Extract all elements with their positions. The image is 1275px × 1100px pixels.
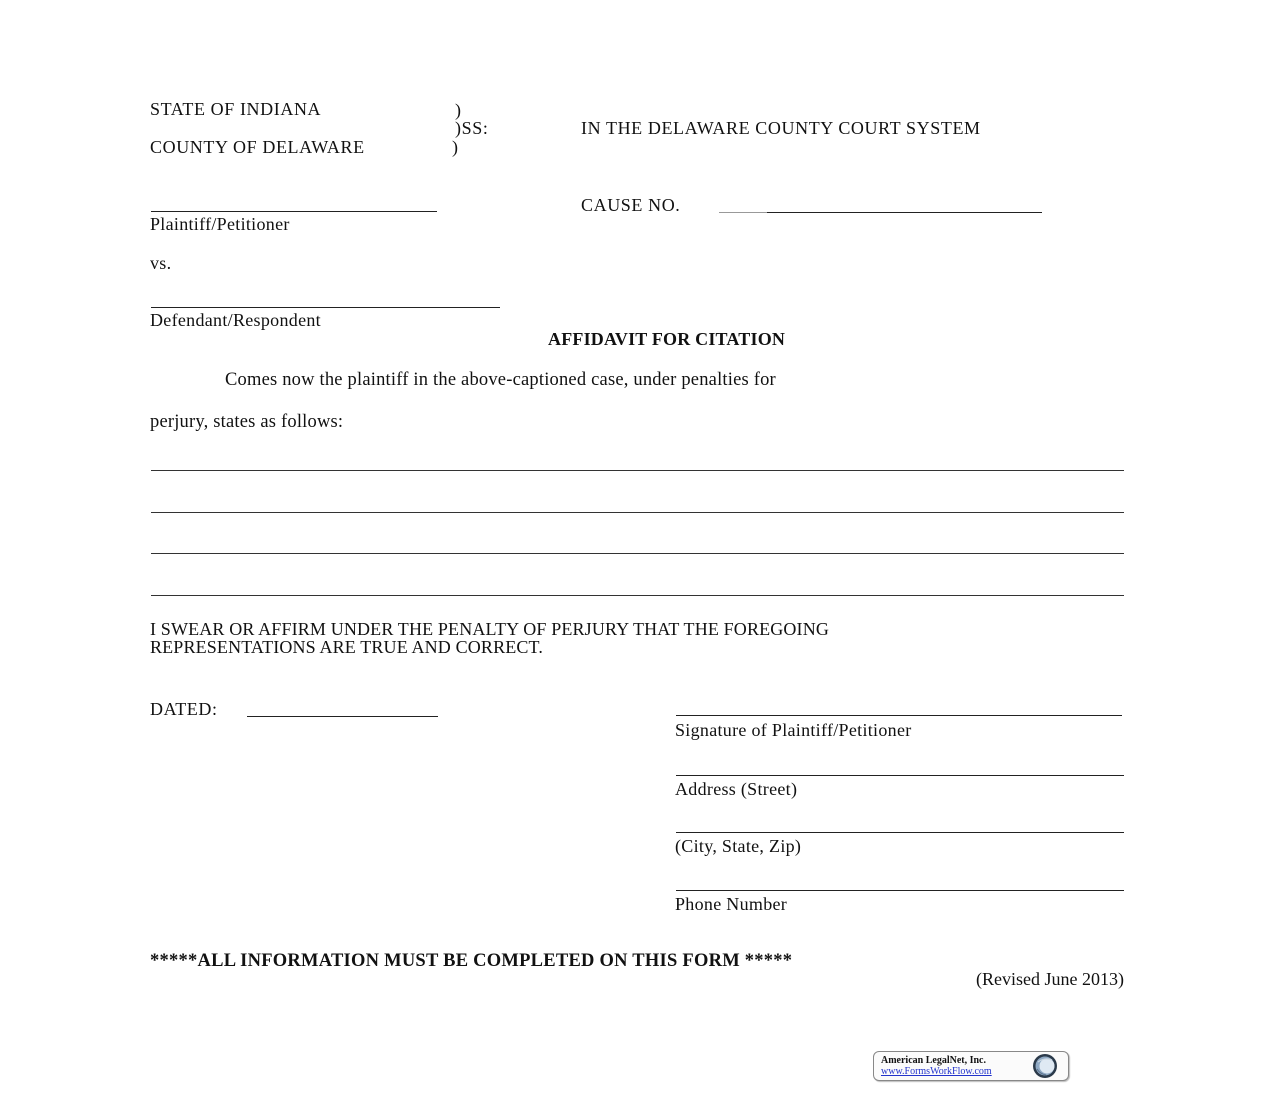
cause-no-prefix-field[interactable]	[719, 212, 767, 213]
address-street-label: Address (Street)	[675, 779, 798, 799]
city-state-zip-label: (City, State, Zip)	[675, 836, 802, 856]
dated-label: DATED:	[150, 699, 218, 719]
state-paren: )	[455, 100, 462, 120]
ss-marker: )SS:	[455, 118, 489, 138]
intro-line-2: perjury, states as follows:	[150, 412, 344, 432]
intro-line-1: Comes now the plaintiff in the above-captioned case, under penalties for	[225, 370, 776, 390]
statement-line-3[interactable]	[151, 553, 1124, 554]
phone-number-label: Phone Number	[675, 894, 788, 914]
county-paren: )	[452, 137, 459, 157]
signature-label: Signature of Plaintiff/Petitioner	[675, 720, 912, 740]
state-label: STATE OF INDIANA	[150, 99, 322, 119]
dated-field[interactable]	[247, 716, 438, 717]
completion-notice: *****ALL INFORMATION MUST BE COMPLETED ON THIS FORM *****	[150, 951, 793, 971]
document-title: AFFIDAVIT FOR CITATION	[548, 329, 786, 349]
defendant-name-field[interactable]	[151, 307, 500, 308]
cause-no-field[interactable]	[767, 212, 1042, 213]
logo-company-name: American LegalNet, Inc.	[881, 1055, 986, 1066]
city-state-zip-field[interactable]	[676, 832, 1124, 833]
globe-icon	[1032, 1053, 1058, 1079]
statement-line-1[interactable]	[151, 470, 1124, 471]
versus-label: vs.	[150, 253, 172, 273]
oath-line-1: I SWEAR OR AFFIRM UNDER THE PENALTY OF PERJURY THAT THE FOREGOING	[150, 619, 829, 639]
phone-number-field[interactable]	[676, 890, 1124, 891]
cause-no-label: CAUSE NO.	[581, 195, 681, 215]
address-street-field[interactable]	[676, 775, 1124, 776]
county-label: COUNTY OF DELAWARE	[150, 137, 365, 157]
signature-field[interactable]	[676, 715, 1122, 716]
oath-line-2: REPRESENTATIONS ARE TRUE AND CORRECT.	[150, 637, 543, 657]
defendant-label: Defendant/Respondent	[150, 310, 321, 330]
revision-date: (Revised June 2013)	[976, 969, 1124, 989]
plaintiff-label: Plaintiff/Petitioner	[150, 214, 290, 234]
statement-line-2[interactable]	[151, 512, 1124, 513]
statement-line-4[interactable]	[151, 595, 1124, 596]
logo-website-link[interactable]: www.FormsWorkFlow.com	[881, 1066, 992, 1077]
plaintiff-name-field[interactable]	[151, 211, 437, 212]
american-legalnet-badge[interactable]	[873, 1051, 1069, 1081]
court-name: IN THE DELAWARE COUNTY COURT SYSTEM	[581, 118, 981, 138]
